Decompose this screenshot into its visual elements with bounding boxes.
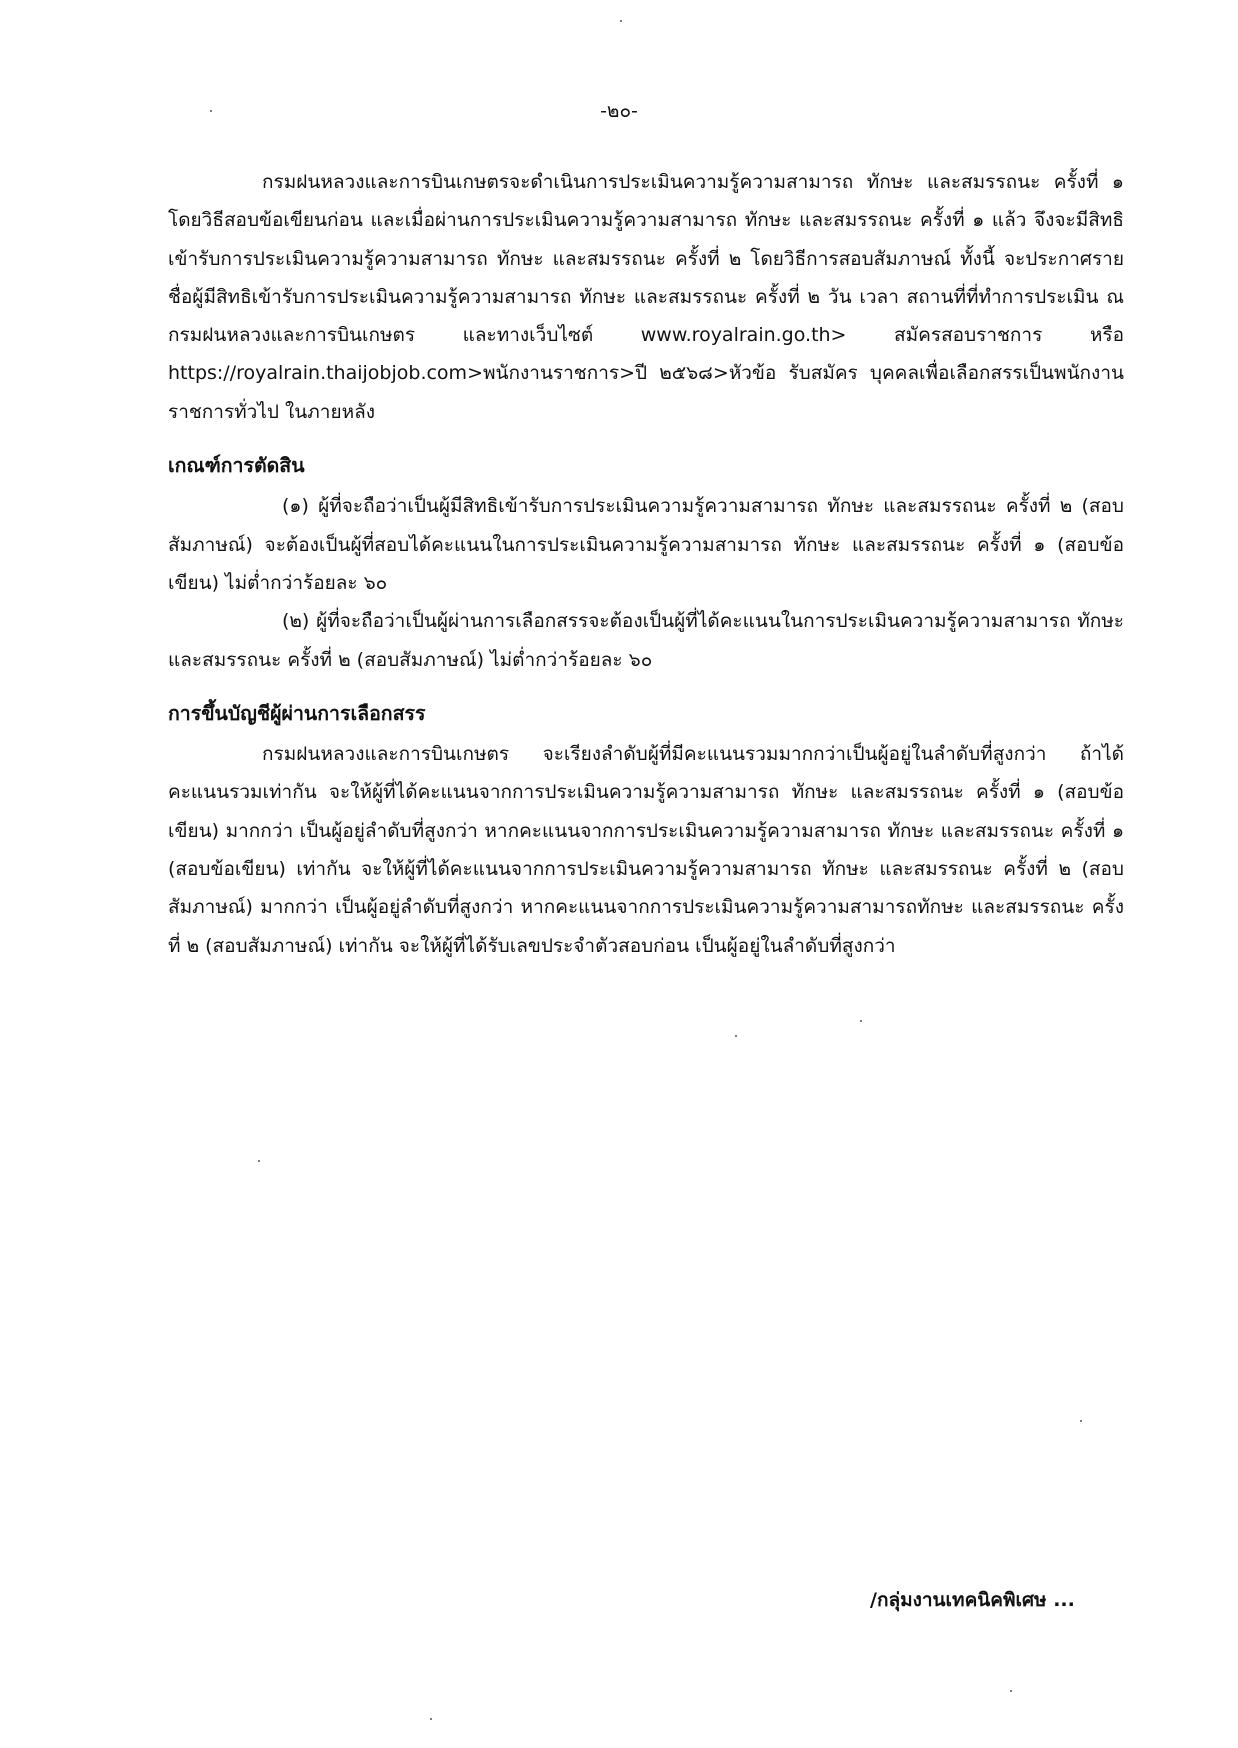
ranking-heading: การขึ้นบัญชีผู้ผ่านการเลือกสรร — [168, 701, 426, 725]
scan-speck — [1080, 1420, 1082, 1422]
criteria-item-1: (๑) ผู้ที่จะถือว่าเป็นผู้มีสิทธิเข้ารับการประเมินความรู้ความสามารถ ทักษะ และสมรรถนะ ครั้งที่ ๒ (สอบสัมภาษณ์) จะต้องเป็นผู้ที่สอบได้คะแนนในการประเมินความรู้ความสามารถ ทักษะ และสมรรถนะ ครั้งที่ ๑ (สอบข้อเขียน) ไม่ต่ำกว่าร้อยละ ๖๐ — [168, 495, 1124, 594]
scan-speck — [1010, 1690, 1012, 1692]
criteria-item-2: (๒) ผู้ที่จะถือว่าเป็นผู้ผ่านการเลือกสรรจะต้องเป็นผู้ที่ได้คะแนนในการประเมินความรู้ความสามารถ ทักษะ และสมรรถนะ ครั้งที่ ๒ (สอบสัมภาษณ์) ไม่ต่ำกว่าร้อยละ ๖๐ — [168, 610, 1124, 671]
scan-speck — [860, 1020, 862, 1022]
document-body — [168, 163, 1124, 965]
page-number: -๒๐- — [600, 100, 638, 122]
scan-speck — [258, 1160, 260, 1162]
scan-speck — [430, 1718, 432, 1720]
scan-speck — [620, 20, 622, 22]
intro-paragraph: กรมฝนหลวงและการบินเกษตรจะดำเนินการประเมินความรู้ความสามารถ ทักษะ และสมรรถนะ ครั้งที่ ๑ โดยวิธีสอบข้อเขียนก่อน และเมื่อผ่านการประเมินความรู้ความสามารถ ทักษะ และสมรรถนะ ครั้งที่ ๑ แล้ว จึงจะมีสิทธิเข้ารับการประเมินความรู้ความสามารถ ทักษะ และสมรรถนะ ครั้งที่ ๒ โดยวิธีการสอบสัมภาษณ์ ทั้งนี้ จะประกาศรายชื่อผู้มีสิทธิเข้ารับการประเมินความรู้ความสามารถ ทักษะ และสมรรถนะ ครั้งที่ ๒ วัน เวลา สถานที่ที่ทำการประเมิน ณ กรมฝนหลวงและการบินเกษตร และทางเว็บไซต์ www.royalrain.go.th> สมัครสอบราชการ หรือ https://royalrain.thaijobjob.com>พนักงานราชการ>ปี ๒๕๖๘>หัวข้อ รับสมัคร บุคคลเพื่อเลือกสรรเป็นพนักงานราชการทั่วไป ในภายหลัง — [168, 171, 1124, 423]
scan-speck — [735, 1035, 737, 1037]
scan-speck — [210, 110, 212, 112]
criteria-list — [168, 487, 1124, 678]
criteria-heading: เกณฑ์การตัดสิน — [168, 454, 305, 478]
continuation-note: /กลุ่มงานเทคนิคพิเศษ ... — [870, 1589, 1075, 1611]
ranking-paragraph: กรมฝนหลวงและการบินเกษตร จะเรียงลำดับผู้ที่มีคะแนนรวมมากกว่าเป็นผู้อยู่ในลำดับที่สูงกว่า ถ้าได้คะแนนรวมเท่ากัน จะให้ผู้ที่ได้คะแนนจากการประเมินความรู้ความสามารถ ทักษะ และสมรรถนะ ครั้งที่ ๑ (สอบข้อเขียน) มากกว่า เป็นผู้อยู่ลำดับที่สูงกว่า หากคะแนนจากการประเมินความรู้ความสามารถ ทักษะ และสมรรถนะ ครั้งที่ ๑ (สอบข้อเขียน) เท่ากัน จะให้ผู้ที่ได้คะแนนจากการประเมินความรู้ความสามารถ ทักษะ และสมรรถนะ ครั้งที่ ๒ (สอบสัมภาษณ์) มากกว่า เป็นผู้อยู่ลำดับที่สูงกว่า หากคะแนนจากการประเมินความรู้ความสามารถทักษะ และสมรรถนะ ครั้งที่ ๒ (สอบสัมภาษณ์) เท่ากัน จะให้ผู้ที่ได้รับเลขประจำตัวสอบก่อน เป็นผู้อยู่ในลำดับที่สูงกว่า — [168, 743, 1124, 957]
